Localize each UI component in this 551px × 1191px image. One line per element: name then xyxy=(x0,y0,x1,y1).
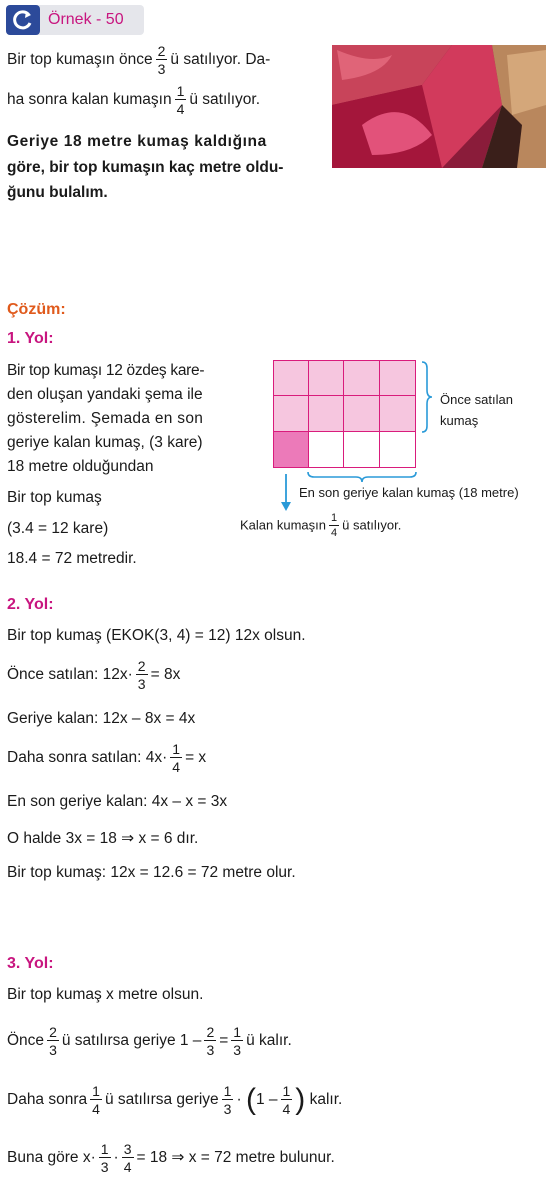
problem-line-2: ha sonra kalan kumaşın $\frac{1}{4}$ ü satılıyor. xyxy=(7,83,261,117)
fraction-1-3: $\frac{1}{3}$ xyxy=(233,1024,242,1058)
brace-right-label-2: kumaş xyxy=(440,413,479,428)
yol2-line-4: Daha sonra satılan: 4x· $\frac{1}{4}$ = x xyxy=(7,741,207,775)
grid-cell xyxy=(308,395,344,432)
grid-cell-sold-later xyxy=(273,431,309,468)
yol1-line-5: 18 metre olduğundan xyxy=(7,458,154,475)
circle-arrow-icon xyxy=(6,5,40,35)
fraction-2-3: $\frac{2}{3}$ xyxy=(49,1024,57,1058)
yol1-line-8: 18.4 = 72 metredir. xyxy=(7,550,137,567)
fraction-2-3: $\frac{2}{3}$ xyxy=(157,43,166,77)
down-arrow-icon xyxy=(280,474,292,512)
yol1-line-1: Bir top kumaşı 12 özdeş kare- xyxy=(7,362,205,379)
problem-question-3: ğunu bulalım. xyxy=(7,184,108,201)
fraction-1-4: $\frac{1}{4}$ xyxy=(176,83,185,117)
problem-line-1: Bir top kumaşın önce $\frac{2}{3}$ ü satılıyor. Da- xyxy=(7,43,271,77)
grid-cell-remaining xyxy=(308,431,344,468)
yol3-line-3: Daha sonra $\frac{1}{4}$ ü satılırsa geriye $\frac{1}{3}$ · (1 – $\frac{1}{4}$ ) kalır. xyxy=(7,1083,343,1117)
yol2-line-7: Bir top kumaş: 12x = 12.6 = 72 metre olur. xyxy=(7,864,296,881)
fabric-grid xyxy=(273,360,416,468)
example-label: Örnek - 50 xyxy=(48,11,124,28)
grid-cell xyxy=(273,395,309,432)
yol3-line-4: Buna göre x· $\frac{1}{3}$ · $\frac{3}{4}$ = 18 ⇒ x = 72 metre bulunur. xyxy=(7,1141,335,1175)
fraction-1-3: $\frac{1}{3}$ xyxy=(223,1083,232,1117)
yol1-title: 1. Yol: xyxy=(7,330,54,347)
grid-cell xyxy=(379,360,416,396)
yol1-line-6: Bir top kumaş xyxy=(7,489,102,506)
fraction-3-4: $\frac{3}{4}$ xyxy=(123,1141,132,1175)
yol2-line-5: En son geriye kalan: 4x – x = 3x xyxy=(7,793,228,810)
bottom-brace xyxy=(306,470,418,484)
brace-right-label-1: Önce satılan xyxy=(440,392,513,407)
yol2-line-1: Bir top kumaş (EKOK(3, 4) = 12) 12x olsun. xyxy=(7,627,306,644)
grid-cell xyxy=(273,360,309,396)
yol1-line-2: den oluşan yandaki şema ile xyxy=(7,386,203,403)
example-icon-box xyxy=(6,5,40,35)
yol3-line-2: Önce $\frac{2}{3}$ ü satılırsa geriye 1 – $\frac{2}{3}$ = $\frac{1}{3}$ ü kalır. xyxy=(7,1024,292,1058)
grid-cell xyxy=(379,395,416,432)
arrow-caption: Kalan kumaşın $\frac{1}{4}$ ü satılıyor. xyxy=(240,512,402,539)
grid-cell-remaining xyxy=(379,431,416,468)
fraction-1-3: $\frac{1}{3}$ xyxy=(100,1141,109,1175)
grid-cell-remaining xyxy=(343,431,380,468)
grid-cell xyxy=(343,395,380,432)
yol1-line-7: (3.4 = 12 kare) xyxy=(7,520,109,537)
solution-title: Çözüm: xyxy=(7,301,66,318)
fraction-2-3: $\frac{2}{3}$ xyxy=(206,1024,215,1058)
problem-question-2: göre, bir top kumaşın kaç metre oldu- xyxy=(7,159,284,176)
fraction-1-4: $\frac{1}{4}$ xyxy=(172,741,181,775)
yol3-line-1: Bir top kumaş x metre olsun. xyxy=(7,986,204,1003)
fraction-1-4: $\frac{1}{4}$ xyxy=(92,1083,100,1117)
yol2-line-2: Önce satılan: 12x· $\frac{2}{3}$ = 8x xyxy=(7,658,181,692)
fraction-1-4: $\frac{1}{4}$ xyxy=(331,512,338,539)
yol2-line-3: Geriye kalan: 12x – 8x = 4x xyxy=(7,710,196,727)
brace-bottom-label: En son geriye kalan kumaş (18 metre) xyxy=(299,485,519,500)
grid-cell xyxy=(308,360,344,396)
fraction-2-3: $\frac{2}{3}$ xyxy=(137,658,146,692)
problem-question-1: Geriye 18 metre kumaş kaldığına xyxy=(7,133,267,150)
yol1-line-4: geriye kalan kumaş, (3 kare) xyxy=(7,434,203,451)
yol3-title: 3. Yol: xyxy=(7,955,54,972)
fraction-1-4: $\frac{1}{4}$ xyxy=(282,1083,291,1117)
yol2-title: 2. Yol: xyxy=(7,596,54,613)
yol1-line-3: gösterelim. Şemada en son xyxy=(7,410,204,427)
yol2-line-6: O halde 3x = 18 ⇒ x = 6 dır. xyxy=(7,830,199,847)
grid-cell xyxy=(343,360,380,396)
right-brace xyxy=(420,360,434,434)
fabric-photo xyxy=(332,45,546,168)
